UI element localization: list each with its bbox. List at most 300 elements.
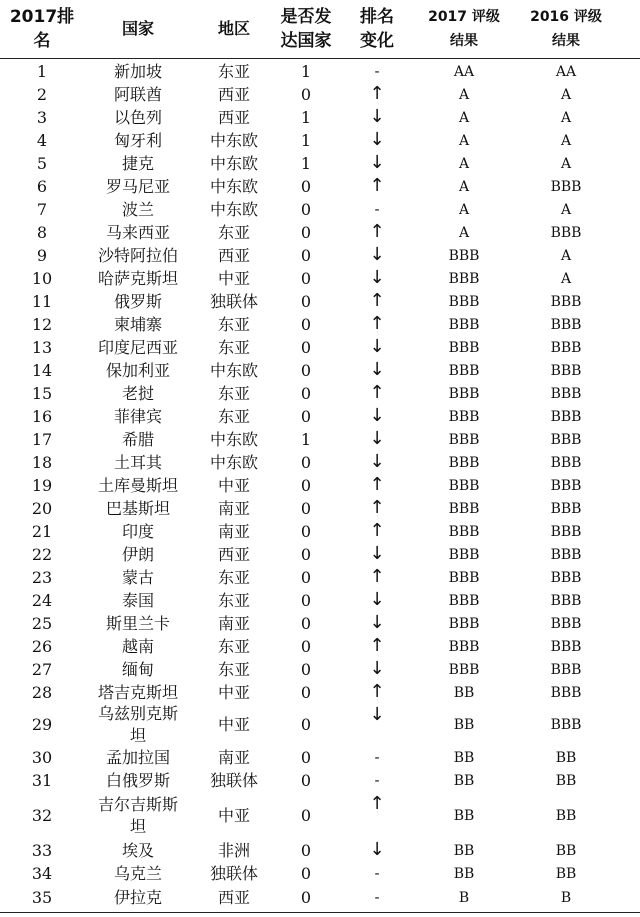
header-country: [84, 0, 192, 58]
rank-cell: 30: [31, 747, 53, 767]
country-name: 印度: [121, 521, 154, 541]
rating-2017-cell: BBB: [448, 339, 480, 356]
rank-up-arrow-icon: ↑: [369, 382, 385, 403]
developed-flag-cell: 0: [300, 613, 312, 633]
rank-down-arrow-icon: ↓: [369, 543, 385, 564]
region-cell: 东亚: [217, 61, 250, 81]
country-cell: [84, 839, 192, 862]
region-cell: 独联体: [209, 863, 258, 883]
country-name: 坦: [129, 817, 146, 836]
country-cell: [84, 336, 192, 359]
rating-2016-cell: BB: [555, 808, 577, 824]
rating-2016-cell: BBB: [550, 431, 582, 448]
country-name: 以色列: [113, 107, 162, 127]
rating-2016-cell: AA: [555, 63, 577, 80]
rating-2017-cell: BBB: [448, 500, 480, 517]
rating-2016-cell: BBB: [550, 362, 582, 379]
header-rank-line2: 名: [33, 31, 51, 51]
country-cell: [84, 175, 192, 198]
header-r2016-line2: 结果: [552, 33, 580, 49]
table-row: [0, 520, 640, 543]
rank-cell: 8: [36, 222, 48, 242]
rating-2017-cell: BB: [453, 684, 475, 701]
developed-flag-cell: 0: [300, 84, 312, 104]
region-cell: 中东欧: [209, 429, 258, 449]
region-cell: 西亚: [217, 107, 250, 127]
rating-2017-cell: A: [458, 155, 470, 172]
region-cell: 南亚: [217, 521, 250, 541]
table-row: [0, 221, 640, 244]
country-cell: [84, 681, 192, 704]
region-cell: 西亚: [217, 887, 250, 907]
rank-cell: 9: [36, 245, 48, 265]
rating-2016-cell: BBB: [550, 224, 582, 241]
developed-flag-cell: 0: [300, 222, 312, 242]
rank-down-arrow-icon: ↓: [369, 267, 385, 288]
developed-flag-cell: 0: [300, 771, 312, 790]
country-name: 保加利亚: [105, 360, 170, 380]
rank-up-arrow-icon: ↑: [369, 566, 385, 587]
table-row: [0, 290, 640, 313]
country-cell: [84, 589, 192, 612]
country-name: 伊拉克: [113, 887, 162, 907]
region-cell: 东亚: [217, 314, 250, 334]
rank-up-arrow-icon: ↑: [369, 474, 385, 495]
country-cell: [84, 405, 192, 428]
table-bottom-rule: [0, 912, 640, 913]
rank-down-arrow-icon: ↓: [369, 359, 385, 380]
header-rank-line1: 2017排: [9, 7, 75, 27]
rating-2017-cell: A: [458, 178, 470, 195]
rating-2016-cell: BBB: [550, 178, 582, 195]
country-name: 土耳其: [113, 452, 162, 472]
rank-cell: 17: [31, 429, 53, 449]
developed-flag-cell: 0: [300, 383, 312, 403]
table-row: [0, 885, 640, 910]
country-name: 老挝: [121, 383, 154, 403]
developed-flag-cell: 0: [300, 314, 312, 334]
developed-flag-cell: 0: [300, 199, 312, 219]
rating-2016-cell: BBB: [550, 569, 582, 586]
developed-flag-cell: 0: [300, 406, 312, 426]
rank-cell: 14: [31, 360, 53, 380]
developed-flag-cell: 1: [300, 130, 312, 150]
table-row: [0, 451, 640, 474]
rating-2016-cell: BBB: [550, 661, 582, 678]
rating-2016-cell: B: [560, 889, 572, 906]
developed-flag-cell: 0: [300, 245, 312, 265]
rating-2017-cell: AA: [453, 63, 475, 80]
developed-flag-cell: 0: [300, 337, 312, 357]
rank-up-arrow-icon: ↑: [369, 520, 385, 541]
rank-cell: 21: [31, 521, 53, 541]
region-cell: 南亚: [217, 613, 250, 633]
country-cell: [84, 267, 192, 290]
rank-cell: 15: [31, 383, 53, 403]
rating-2017-cell: BB: [453, 865, 475, 882]
rank-cell: 32: [31, 806, 53, 825]
rating-2016-cell: A: [560, 270, 572, 287]
rating-2017-cell: BBB: [448, 316, 480, 333]
header-developed-line1: 是否发: [280, 7, 332, 27]
table-row: [0, 862, 640, 885]
developed-flag-cell: 0: [300, 887, 312, 907]
country-cell: [84, 382, 192, 405]
header-r2017-line1: 2017 评级: [428, 9, 500, 25]
rank-cell: 27: [31, 659, 53, 679]
rating-2017-cell: BBB: [448, 615, 480, 632]
country-cell: [84, 658, 192, 681]
rank-up-arrow-icon: ↑: [369, 221, 385, 242]
rating-2017-cell: BBB: [448, 454, 480, 471]
rank-down-arrow-icon: ↓: [369, 612, 385, 633]
rank-down-arrow-icon: ↓: [369, 428, 385, 449]
rating-2017-cell: BBB: [448, 270, 480, 287]
rating-2017-cell: BBB: [448, 293, 480, 310]
rank-cell: 22: [31, 544, 53, 564]
rank-cell: 34: [31, 863, 53, 883]
rating-2016-cell: A: [560, 132, 572, 149]
rating-2017-cell: A: [458, 86, 470, 103]
rating-2017-cell: BBB: [448, 247, 480, 264]
developed-flag-cell: 0: [300, 567, 312, 587]
country-cell: [84, 474, 192, 497]
country-name: 印度尼西亚: [97, 337, 178, 357]
header-r2017-line2: 结果: [450, 33, 478, 49]
table-row: [0, 681, 640, 704]
rank-cell: 33: [31, 840, 53, 860]
table-row: [0, 589, 640, 612]
rating-2017-cell: BB: [453, 773, 475, 789]
rating-2016-cell: BBB: [550, 523, 582, 540]
rank-down-arrow-icon: ↓: [369, 152, 385, 173]
developed-flag-cell: 0: [300, 636, 312, 656]
rank-cell: 31: [31, 771, 53, 790]
region-cell: 东亚: [217, 383, 250, 403]
region-cell: 东亚: [217, 590, 250, 610]
table-row: [0, 428, 640, 451]
country-cell: [84, 290, 192, 313]
country-cell: [84, 520, 192, 543]
rank-unchanged-dash: -: [374, 63, 380, 80]
country-name: 吉尔吉斯斯: [97, 795, 178, 814]
region-cell: 东亚: [217, 636, 250, 656]
rating-2017-cell: BBB: [448, 431, 480, 448]
developed-flag-cell: 0: [300, 863, 312, 883]
rank-cell: 5: [36, 153, 48, 173]
rating-2017-cell: BBB: [448, 638, 480, 655]
table-row: [0, 769, 640, 793]
region-cell: 西亚: [217, 245, 250, 265]
developed-flag-cell: 0: [300, 682, 312, 702]
rating-2017-cell: BB: [453, 717, 475, 733]
rank-down-arrow-icon: ↓: [369, 405, 385, 426]
developed-flag-cell: 0: [300, 544, 312, 564]
rating-2016-cell: BB: [555, 842, 577, 859]
country-name: 蒙古: [121, 567, 154, 587]
rating-2017-cell: B: [458, 889, 470, 906]
header-rating-2017: [418, 0, 510, 58]
table-row: [0, 313, 640, 336]
header-rank: [0, 0, 84, 58]
rating-2016-cell: BBB: [550, 316, 582, 333]
rating-2017-cell: A: [458, 224, 470, 241]
region-cell: 东亚: [217, 567, 250, 587]
country-cell: [84, 198, 192, 221]
rank-unchanged-dash: -: [374, 201, 380, 218]
table-row: [0, 474, 640, 497]
table-row: [0, 566, 640, 589]
region-cell: 中东欧: [209, 176, 258, 196]
region-cell: 东亚: [217, 659, 250, 679]
region-cell: 独联体: [209, 291, 258, 311]
rank-unchanged-dash: -: [374, 749, 380, 766]
table-row: [0, 746, 640, 769]
developed-flag-cell: 0: [300, 360, 312, 380]
country-name: 乌兹别克斯: [97, 704, 178, 723]
country-cell: [84, 566, 192, 589]
country-name: 坦: [129, 726, 146, 745]
developed-flag-cell: 0: [300, 715, 312, 734]
country-name: 塔吉克斯坦: [97, 682, 178, 702]
rank-cell: 1: [36, 61, 48, 81]
region-cell: 中亚: [217, 268, 250, 288]
rank-cell: 11: [31, 291, 53, 311]
developed-flag-cell: 1: [300, 61, 312, 81]
region-cell: 东亚: [217, 406, 250, 426]
table-row: [0, 198, 640, 221]
country-cell: [84, 451, 192, 474]
rating-2017-cell: BBB: [448, 661, 480, 678]
table-row: [0, 175, 640, 198]
rank-cell: 12: [31, 314, 53, 334]
country-cell: [84, 106, 192, 129]
rank-cell: 16: [31, 406, 53, 426]
region-cell: 中东欧: [209, 360, 258, 380]
rank-cell: 20: [31, 498, 53, 518]
rating-2016-cell: A: [560, 86, 572, 103]
rank-down-arrow-icon: ↓: [369, 129, 385, 150]
region-cell: 独联体: [209, 771, 258, 790]
developed-flag-cell: 0: [300, 452, 312, 472]
country-cell: [84, 635, 192, 658]
country-name: 泰国: [121, 590, 154, 610]
rating-2016-cell: BBB: [550, 408, 582, 425]
rank-up-arrow-icon: ↑: [369, 793, 385, 814]
region-cell: 非洲: [217, 840, 250, 860]
rating-2016-cell: BBB: [550, 592, 582, 609]
rank-cell: 35: [31, 887, 53, 907]
rank-cell: 28: [31, 682, 53, 702]
rating-2016-cell: BBB: [550, 717, 582, 733]
rating-2016-cell: BBB: [550, 339, 582, 356]
rating-2016-cell: BB: [555, 865, 577, 882]
rating-2017-cell: BB: [453, 842, 475, 859]
developed-flag-cell: 0: [300, 291, 312, 311]
country-name: 匈牙利: [113, 130, 162, 150]
rank-cell: 24: [31, 590, 53, 610]
rank-down-arrow-icon: ↓: [369, 839, 385, 860]
rank-down-arrow-icon: ↓: [369, 336, 385, 357]
rating-2017-cell: BB: [453, 749, 475, 766]
rating-2016-cell: A: [560, 201, 572, 218]
region-cell: 中东欧: [209, 452, 258, 472]
rating-2016-cell: BB: [555, 773, 577, 789]
region-cell: 中亚: [217, 682, 250, 702]
country-cell: [84, 704, 192, 746]
rank-unchanged-dash: -: [374, 865, 380, 882]
rating-2016-cell: A: [560, 247, 572, 264]
table-row: [0, 658, 640, 681]
rating-2017-cell: BBB: [448, 546, 480, 563]
region-cell: 中亚: [217, 715, 250, 734]
rank-up-arrow-icon: ↑: [369, 313, 385, 334]
rank-cell: 10: [31, 268, 53, 288]
country-name: 希腊: [121, 429, 154, 449]
country-name: 斯里兰卡: [105, 613, 170, 633]
table-row: [0, 543, 640, 566]
rating-2016-cell: BBB: [550, 293, 582, 310]
rank-up-arrow-icon: ↑: [369, 681, 385, 702]
country-cell: [84, 60, 192, 83]
rank-cell: 26: [31, 636, 53, 656]
country-cell: [84, 862, 192, 885]
developed-flag-cell: 0: [300, 659, 312, 679]
table-row: [0, 129, 640, 152]
table-row: [0, 106, 640, 129]
rating-2017-cell: A: [458, 109, 470, 126]
developed-flag-cell: 1: [300, 107, 312, 127]
rank-down-arrow-icon: ↓: [369, 451, 385, 472]
table-row: [0, 336, 640, 359]
country-cell: [84, 244, 192, 267]
rank-down-arrow-icon: ↓: [369, 244, 385, 265]
country-name: 伊朗: [121, 544, 154, 564]
country-name: 越南: [121, 636, 154, 656]
rank-cell: 29: [31, 715, 53, 734]
rank-unchanged-dash: -: [374, 889, 380, 906]
country-cell: [84, 543, 192, 566]
header-rating-2016: [510, 0, 622, 58]
region-cell: 中东欧: [209, 153, 258, 173]
rank-cell: 23: [31, 567, 53, 587]
rating-2017-cell: BBB: [448, 477, 480, 494]
table-row: [0, 405, 640, 428]
country-cell: [84, 769, 192, 793]
developed-flag-cell: 0: [300, 840, 312, 860]
developed-flag-cell: 0: [300, 590, 312, 610]
country-cell: [84, 497, 192, 520]
table-row: [0, 839, 640, 862]
country-cell: [84, 83, 192, 106]
rating-2016-cell: BBB: [550, 500, 582, 517]
country-cell: [84, 359, 192, 382]
country-name: 波兰: [121, 199, 154, 219]
rank-up-arrow-icon: ↑: [369, 83, 385, 104]
developed-flag-cell: 0: [300, 475, 312, 495]
rating-2016-cell: BBB: [550, 477, 582, 494]
rank-cell: 7: [36, 199, 48, 219]
table-row: [0, 267, 640, 290]
rating-2016-cell: BBB: [550, 684, 582, 701]
country-name: 白俄罗斯: [105, 771, 170, 790]
rank-down-arrow-icon: ↓: [369, 704, 385, 725]
table-row: [0, 60, 640, 83]
table-row: [0, 359, 640, 382]
rating-2017-cell: BBB: [448, 362, 480, 379]
country-name: 乌克兰: [113, 863, 162, 883]
header-change-line1: 排名: [360, 7, 394, 27]
country-name: 缅甸: [121, 659, 154, 679]
header-developed: [276, 0, 336, 58]
rank-up-arrow-icon: ↑: [369, 635, 385, 656]
rank-cell: 3: [36, 107, 48, 127]
country-cell: [84, 885, 192, 910]
header-country-label: 国家: [121, 19, 154, 38]
rating-2016-cell: A: [560, 155, 572, 172]
rank-down-arrow-icon: ↓: [369, 658, 385, 679]
developed-flag-cell: 1: [300, 429, 312, 449]
table-row: [0, 83, 640, 106]
rank-cell: 18: [31, 452, 53, 472]
table-row: [0, 635, 640, 658]
region-cell: 东亚: [217, 337, 250, 357]
rating-2017-cell: BBB: [448, 569, 480, 586]
country-cell: [84, 221, 192, 244]
country-name: 哈萨克斯坦: [97, 268, 178, 288]
region-cell: 中亚: [217, 475, 250, 495]
rank-up-arrow-icon: ↑: [369, 290, 385, 311]
region-cell: 南亚: [217, 498, 250, 518]
rating-2017-cell: BBB: [448, 523, 480, 540]
rating-2016-cell: BBB: [550, 546, 582, 563]
country-cell: [84, 129, 192, 152]
header-change-line2: 变化: [360, 31, 394, 51]
header-region: [192, 0, 276, 58]
rank-unchanged-dash: -: [374, 773, 380, 789]
table-row: [0, 382, 640, 405]
rating-2016-cell: BBB: [550, 454, 582, 471]
region-cell: 西亚: [217, 84, 250, 104]
rating-2016-cell: BBB: [550, 385, 582, 402]
rank-cell: 19: [31, 475, 53, 495]
developed-flag-cell: 0: [300, 268, 312, 288]
rank-cell: 6: [36, 176, 48, 196]
country-cell: [84, 152, 192, 175]
country-cell: [84, 746, 192, 769]
rank-cell: 25: [31, 613, 53, 633]
country-name: 埃及: [121, 840, 154, 860]
region-cell: 中东欧: [209, 130, 258, 150]
country-cell: [84, 612, 192, 635]
developed-flag-cell: 0: [300, 521, 312, 541]
rank-cell: 2: [36, 84, 48, 104]
table-row: [0, 497, 640, 520]
table-row: [0, 244, 640, 267]
country-name: 阿联酋: [113, 84, 162, 104]
header-r2016-line1: 2016 评级: [530, 9, 602, 25]
developed-flag-cell: 1: [300, 153, 312, 173]
country-name: 马来西亚: [105, 222, 170, 242]
developed-flag-cell: 0: [300, 806, 312, 825]
country-name: 罗马尼亚: [105, 176, 170, 196]
rating-2016-cell: BBB: [550, 638, 582, 655]
table-header: [0, 0, 640, 59]
table-row: [0, 612, 640, 635]
rating-2016-cell: BBB: [550, 615, 582, 632]
rating-2017-cell: A: [458, 201, 470, 218]
country-name: 孟加拉国: [105, 747, 170, 767]
